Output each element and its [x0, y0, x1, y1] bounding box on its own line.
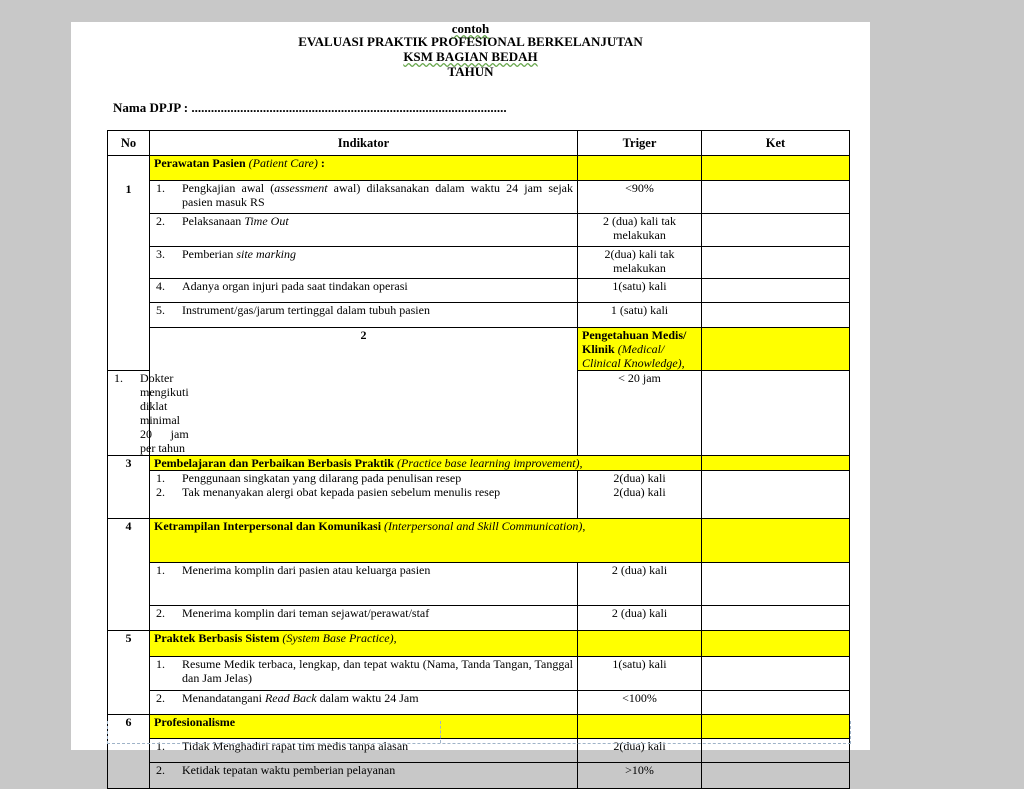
indicator-cell: 2. Pelaksanaan Time Out — [150, 214, 578, 247]
table-row — [108, 606, 850, 631]
doc-year: TAHUN — [447, 64, 494, 79]
ket-cell — [702, 303, 850, 328]
indicator-cell: 2. Ketidak tepatan waktu pemberian pelayanan — [150, 763, 578, 789]
table-row — [108, 247, 850, 279]
section-title: Ketrampilan Interpersonal dan Komunikasi (Interpersonal and Skill Communication), — [150, 519, 702, 563]
table-header-row — [108, 131, 850, 156]
trigger-cell: 1(satu) kali — [578, 279, 702, 303]
trigger-cell: 2 (dua) kali — [578, 563, 702, 606]
document-page — [71, 21, 870, 777]
indicator-cell: 2. Menerima komplin dari teman sejawat/perawat/staf — [150, 606, 578, 631]
table-row — [108, 279, 850, 303]
ket-cell — [702, 471, 850, 519]
section-title: Praktek Berbasis Sistem (System Base Practice), — [150, 631, 578, 657]
table-row — [108, 303, 850, 328]
table-row — [108, 181, 850, 214]
ket-cell — [702, 279, 850, 303]
ket-cell — [702, 214, 850, 247]
indicator-cell: 2. Menandatangani Read Back dalam waktu 24 Jam — [150, 691, 578, 715]
section-row — [108, 456, 850, 471]
ket-cell — [702, 563, 850, 606]
table-row — [108, 691, 850, 715]
ket-cell — [702, 763, 850, 789]
trigger-cell: 1 (satu) kali — [578, 303, 702, 328]
trigger-cell: 2(dua) kali tak melakukan — [578, 247, 702, 279]
indicator-cell: 1. Dokter mengikuti diklat minimal 20 jam per tahun — [108, 371, 150, 456]
indicator-cell: 1. Resume Medik terbaca, lengkap, dan tepat waktu (Nama, Tanda Tangan, Tanggal dan Jam Jelas) — [150, 657, 578, 691]
indicator-cell: 1. Menerima komplin dari pasien atau keluarga pasien — [150, 563, 578, 606]
ket-cell — [702, 657, 850, 691]
column-header-ket: Ket — [702, 131, 850, 156]
column-header-indikator: Indikator — [150, 131, 578, 156]
indicator-cell: 1. Pengkajian awal (assessment awal) dilaksanakan dalam waktu 24 jam sejak pasien masuk RS — [150, 181, 578, 214]
indicator-cell: 4. Adanya organ injuri pada saat tindakan operasi — [150, 279, 578, 303]
table-row — [108, 563, 850, 606]
column-header-triger: Triger — [578, 131, 702, 156]
table-row — [108, 214, 850, 247]
ket-cell — [702, 247, 850, 279]
indicator-cell: 3. Pemberian site marking — [150, 247, 578, 279]
trigger-cell: 1(satu) kali — [578, 657, 702, 691]
section-row — [108, 156, 850, 181]
trigger-cell: 2 (dua) kali tak melakukan — [578, 214, 702, 247]
doc-label-contoh: contoh — [451, 21, 490, 36]
section-row — [108, 631, 850, 657]
trigger-cell: >10% — [578, 763, 702, 789]
section-title: Profesionalisme — [150, 715, 578, 739]
section-number: 4 — [108, 519, 150, 631]
footer-divider — [440, 721, 441, 743]
indicator-cell: 1. Penggunaan singkatan yang dilarang pada penulisan resep 2. Tak menanyakan alergi obat kepada pasien sebelum menulis resep — [150, 471, 578, 519]
ket-cell — [702, 181, 850, 214]
trigger-cell: < 20 jam — [578, 371, 702, 456]
doc-ksm: KSM BAGIAN BEDAH — [403, 49, 538, 64]
column-header-no: No — [108, 131, 150, 156]
doc-title: EVALUASI PRAKTIK PROFESIONAL BERKELANJUTAN — [298, 34, 643, 49]
footer-dashed-table — [107, 721, 851, 744]
section-title: Pengetahuan Medis/ Klinik (Medical/ Clinical Knowledge), — [578, 328, 702, 371]
section-title: Perawatan Pasien (Patient Care) : — [150, 156, 578, 181]
section-row — [108, 328, 850, 371]
ket-cell — [702, 606, 850, 631]
dpjp-name-line: Nama DPJP : ................................................................................................. — [113, 100, 507, 115]
section-row — [108, 519, 850, 563]
indicator-cell: 5. Instrument/gas/jarum tertinggal dalam tubuh pasien — [150, 303, 578, 328]
ket-cell — [702, 691, 850, 715]
table-row — [108, 763, 850, 789]
section-number: 5 — [108, 631, 150, 715]
evaluation-table — [107, 130, 850, 789]
section-number: 3 — [108, 456, 150, 519]
trigger-cell: 2(dua) kali 2(dua) kali — [578, 471, 702, 519]
table-row — [108, 471, 850, 519]
ket-cell — [702, 371, 850, 456]
section-number: 6 — [108, 715, 150, 789]
section-number: 1 — [108, 156, 150, 371]
section-title: Pembelajaran dan Perbaikan Berbasis Praktik (Practice base learning improvement), — [150, 456, 702, 471]
section-number: 2 — [150, 328, 578, 456]
table-row — [108, 657, 850, 691]
trigger-cell: 2 (dua) kali — [578, 606, 702, 631]
trigger-cell: 2(dua) kali — [578, 739, 702, 763]
indicator-cell: 1. Tidak Menghadiri rapat tim medis tanpa alasan — [150, 739, 578, 763]
trigger-cell: <100% — [578, 691, 702, 715]
trigger-cell: <90% — [578, 181, 702, 214]
